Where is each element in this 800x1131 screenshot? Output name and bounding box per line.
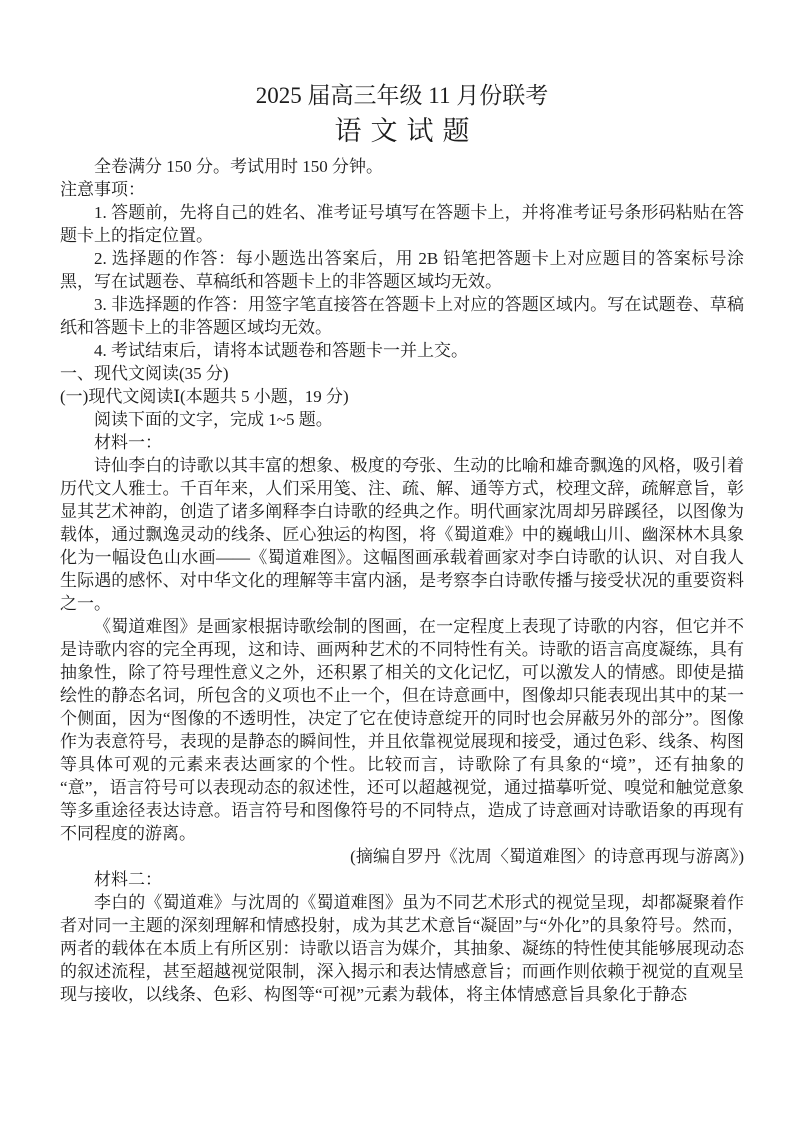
material2-paragraph-1: 李白的《蜀道难》与沈周的《蜀道难图》虽为不同艺术形式的视觉呈现，却都凝聚着作者对同一主题的深刻理解和情感投射，成为其艺术意旨“凝固”与“外化”的具象符号。然而，两者的载体在本质上有所区别：诗歌以语言为媒介，其抽象、凝练的特性使其能够展现动态的叙述流程，甚至超越视觉限制，深入揭示和表达情感意旨；而画作则依赖于视觉的直观呈现与接收，以线条、色彩、构图等“可视”元素为载体，将主体情感意旨具象化于静态 bbox=[60, 893, 744, 1004]
notice-item-1: 1. 答题前，先将自己的姓名、准考证号填写在答题卡上，并将准考证号条形码粘贴在答题卡上的指定位置。 bbox=[60, 203, 744, 245]
material1-paragraph-2: 《蜀道难图》是画家根据诗歌绘制的图画，在一定程度上表现了诗歌的内容，但它并不是诗歌内容的完全再现，这和诗、画两种艺术的不同特性有关。诗歌的语言高度凝练，具有抽象性，除了符号理性意义之外，还积累了相关的文化记忆，可以激发人的情感。即使是描绘性的静态名词，所包含的义项也不止一个，但在诗意画中，图像却只能表现出其中的某一个侧面，因为“图像的不透明性，决定了它在使诗意绽开的同时也会屏蔽另外的部分”。图像作为表意符号，表现的是静态的瞬间性，并且依靠视觉展现和接受，通过色彩、线条、构图等具体可观的元素来表达画家的个性。比较而言，诗歌除了有具象的“境”，还有抽象的“意”，语言符号可以表现动态的叙述性，还可以超越视觉，通过描摹听觉、嗅觉和触觉意象等多重途径表达诗意。语言符号和图像符号的不同特点，造成了诗意画对诗歌语象的再现有不同程度的游离。 bbox=[60, 617, 744, 843]
material2-label: 材料二： bbox=[94, 870, 162, 889]
material1-label: 材料一： bbox=[94, 433, 162, 452]
notice-item-2: 2. 选择题的作答：每小题选出答案后，用 2B 铅笔把答题卡上对应题目的答案标号涂黑，写在试题卷、草稿纸和答题卡上的非答题区域均无效。 bbox=[60, 249, 744, 291]
exam-subtitle: 语文试题 bbox=[334, 116, 479, 146]
material1-attribution: (摘编自罗丹《沈周〈蜀道难图〉的诗意再现与游离》) bbox=[350, 847, 744, 866]
exam-summary: 全卷满分 150 分。考试用时 150 分钟。 bbox=[94, 157, 383, 176]
exam-title: 2025 届高三年级 11 月份联考 bbox=[255, 83, 549, 108]
section-heading: 一、现代文阅读(35 分) bbox=[60, 364, 229, 383]
subsection-heading: (一)现代文阅读Ⅰ(本题共 5 小题，19 分) bbox=[60, 387, 349, 406]
notice-heading: 注意事项： bbox=[60, 180, 145, 199]
reading-instruction: 阅读下面的文字，完成 1~5 题。 bbox=[94, 410, 333, 429]
notice-item-3: 3. 非选择题的作答：用签字笔直接答在答题卡上对应的答题区域内。写在试题卷、草稿纸和答题卡上的非答题区域均无效。 bbox=[60, 295, 744, 337]
material1-paragraph-1: 诗仙李白的诗歌以其丰富的想象、极度的夸张、生动的比喻和雄奇飘逸的风格，吸引着历代文人雅士。千百年来，人们采用笺、注、疏、解、通等方式，校理文辞，疏解意旨，彰显其艺术神韵，创造了诸多阐释李白诗歌的经典之作。明代画家沈周却另辟蹊径，以图像为载体，通过飘逸灵动的线条、匠心独运的构图，将《蜀道难》中的巍峨山川、幽深林木具象化为一幅设色山水画——《蜀道难图》。这幅图画承载着画家对李白诗歌的认识、对自我人生际遇的感怀、对中华文化的理解等丰富内涵，是考察李白诗歌传播与接受状况的重要资料之一。 bbox=[60, 456, 744, 613]
notice-item-4: 4. 考试结束后，请将本试题卷和答题卡一并上交。 bbox=[94, 341, 468, 360]
